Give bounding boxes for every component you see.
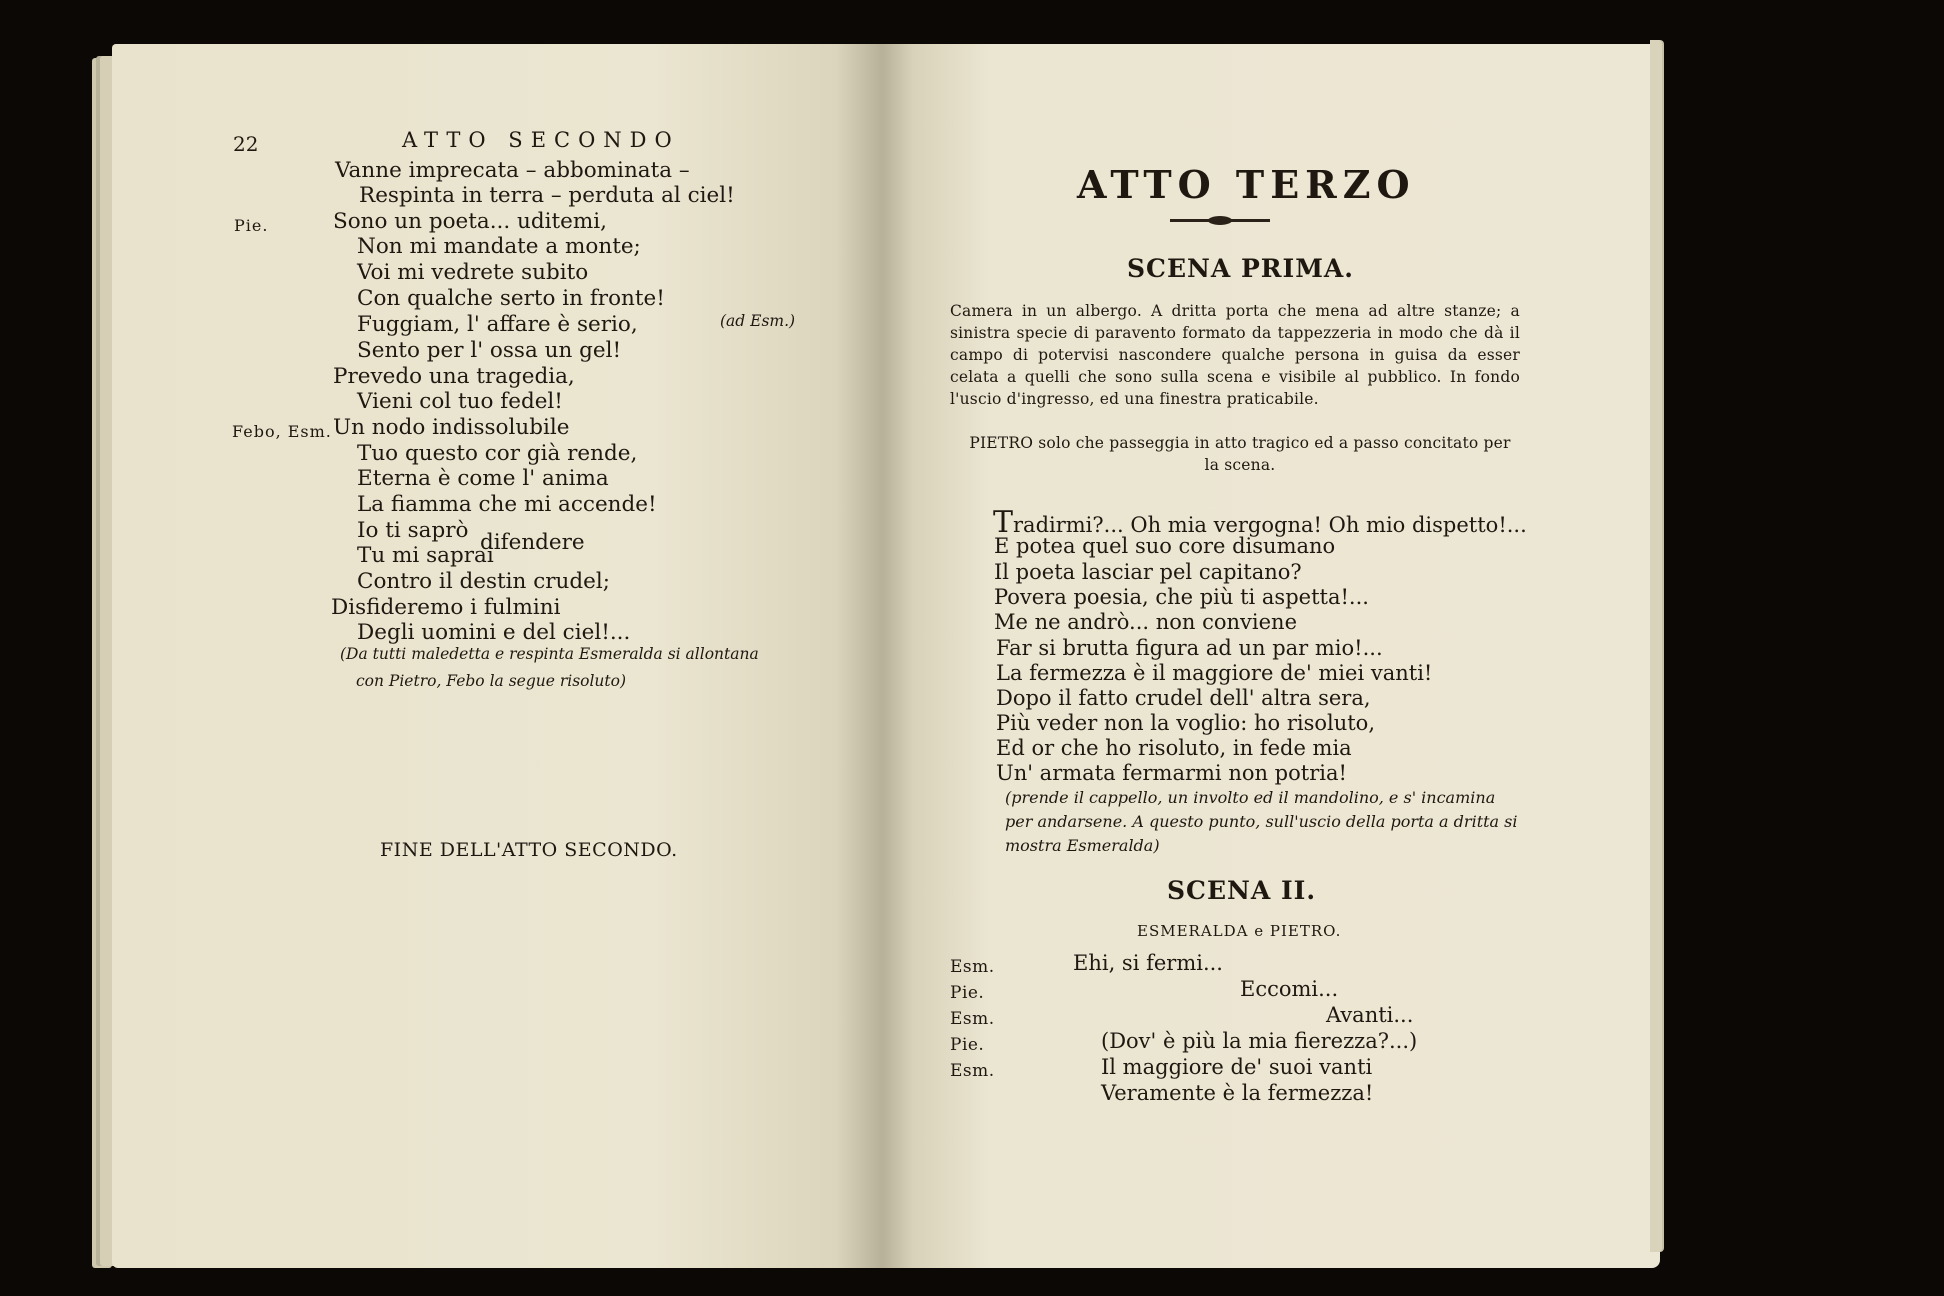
speaker-label: Pie.: [950, 1035, 985, 1055]
verse-line: Povera poesia, che più ti aspetta!...: [994, 585, 1369, 609]
verse-line: Dopo il fatto crudel dell' altra sera,: [996, 686, 1371, 710]
verse-line: Un' armata fermarmi non potria!: [996, 761, 1347, 785]
speaker-label: Esm.: [950, 957, 995, 977]
verse-line: Sono un poeta... uditemi,: [333, 209, 607, 234]
scene-title: SCENA II.: [1167, 876, 1317, 905]
verse-line: Voi mi vedrete subito: [357, 260, 589, 285]
verse-line: Fuggiam, l' affare è serio,: [357, 312, 638, 337]
dialogue-line: Ehi, si fermi...: [1073, 951, 1223, 975]
page-stack-right: [1650, 40, 1662, 1252]
verse-line: Tuo questo cor già rende,: [357, 441, 638, 466]
dialogue-line: Il maggiore de' suoi vanti: [1101, 1055, 1373, 1079]
stage-direction: (prende il cappello, un involto ed il mandolino, e s' incamina per andarsene. A questo punto, sull'uscio della porta a dritta si mostra Esmeralda): [1005, 788, 1518, 855]
verse-line: Me ne andrò... non conviene: [994, 610, 1297, 634]
speaker-label: Pie.: [234, 216, 269, 235]
verse-line: La fiamma che mi accende!: [357, 492, 657, 517]
speaker-label: Esm.: [950, 1009, 995, 1029]
verse-line: Ed or che ho risoluto, in fede mia: [996, 736, 1352, 760]
stage-direction: (Da tutti maledetta e respinta Esmeralda si allontana: [340, 645, 759, 663]
speaker-label: Pie.: [950, 983, 985, 1003]
page-number: 22: [233, 132, 259, 156]
scene-setting: Camera in un albergo. A dritta porta che mena ad altre stanze; a sinistra specie di paravento formato da tappezzeria in modo che dà il campo di potervisi nascondere qualche persona in guisa da esser celata a quelli che sono sulla scena e visibile al pubblico. In fondo l'uscio d'ingresso, ed una finestra praticabile.: [950, 302, 1520, 408]
verse-line: Io ti saprò: [357, 518, 469, 543]
verse-line: Il poeta lasciar pel capitano?: [994, 560, 1302, 584]
verse-line: Più veder non la voglio: ho risoluto,: [996, 711, 1375, 735]
end-of-act-note: FINE DELL'ATTO SECONDO.: [380, 839, 678, 861]
verse-line: Eterna è come l' anima: [357, 466, 609, 491]
ornamental-rule: [1170, 219, 1270, 222]
verse-line: Tu mi saprai: [357, 543, 494, 568]
verse-line: Respinta in terra – perduta al ciel!: [359, 183, 735, 208]
verse-line: La fermezza è il maggiore de' miei vanti!: [996, 661, 1433, 685]
scene-characters: ESMERALDA e PIETRO.: [1137, 922, 1342, 940]
verse-line: Non mi mandate a monte;: [357, 234, 641, 259]
dialogue-line: Eccomi...: [1240, 977, 1339, 1001]
speaker-label: Febo, Esm.: [232, 422, 332, 441]
act-title: ATTO TERZO: [1077, 162, 1416, 207]
verse-line: Vanne imprecata – abbominata –: [335, 158, 690, 183]
verse-line: Prevedo una tragedia,: [333, 364, 575, 389]
running-head: ATTO SECONDO: [402, 128, 680, 152]
dialogue-line: Avanti...: [1326, 1003, 1414, 1027]
aside-direction: (ad Esm.): [720, 312, 796, 330]
verse-line: Disfideremo i fulmini: [331, 595, 561, 620]
scene-title: SCENA PRIMA.: [1127, 254, 1355, 283]
verse-line: Un nodo indissolubile: [333, 415, 570, 440]
verse-line: Contro il destin crudel;: [357, 569, 611, 594]
speaker-label: Esm.: [950, 1061, 995, 1081]
verse-line: Con qualche serto in fronte!: [357, 286, 665, 311]
drop-initial: T: [993, 505, 1014, 540]
dialogue-line: (Dov' è più la mia fierezza?...): [1101, 1029, 1418, 1053]
stage-direction: con Pietro, Febo la segue risoluto): [356, 672, 627, 690]
verse-line: E potea quel suo core disumano: [994, 534, 1336, 558]
scene-setting-character: PIETRO solo che passeggia in atto tragico ed a passo concitato per la scena.: [969, 434, 1511, 474]
verse-line: Vieni col tuo fedel!: [357, 389, 563, 414]
verse-line: Sento per l' ossa un gel!: [357, 338, 622, 363]
verse-line: Tradirmi?... Oh mia vergogna! Oh mio dispetto!...: [993, 505, 1527, 540]
verse-line: difendere: [480, 530, 585, 555]
verse-line: Far si brutta figura ad un par mio!...: [996, 636, 1383, 660]
verse-line: Degli uomini e del ciel!...: [357, 620, 631, 645]
dialogue-line: Veramente è la fermezza!: [1101, 1081, 1374, 1105]
